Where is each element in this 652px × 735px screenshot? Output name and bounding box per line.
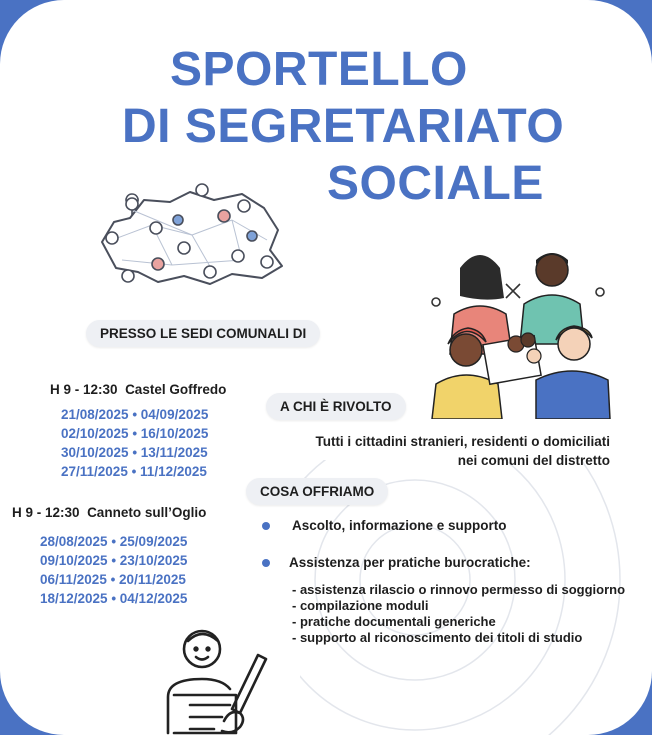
list-item: - assistenza rilascio o rinnovo permesso di soggiorno [292,582,626,597]
list-item: - compilazione moduli [292,598,429,613]
target-label: A CHI È RIVOLTO [266,393,406,420]
schedule-dates [40,532,187,608]
offer-bullet: Assistenza per pratiche burocratiche: [289,555,531,570]
schedule-dates [61,405,208,481]
list-item: - pratiche documentali generiche [292,614,496,629]
bullet-dot [262,559,270,567]
target-description: Tutti i cittadini stranieri, residenti o domiciliati nei comuni del distretto [315,434,610,468]
title-line-2: DI SEGRETARIATO [122,100,565,153]
date-row: 30/10/2025 • 13/11/2025 [61,445,208,460]
title-line-3: SOCIALE [327,157,544,210]
schedule-hour: H 9 - 12:30 Canneto sull’Oglio [12,505,207,520]
offer-bullet: Ascolto, informazione e supporto [292,518,507,533]
date-row: 09/10/2025 • 23/10/2025 [40,553,188,568]
list-item: - supporto al riconoscimento dei titoli di studio [292,630,583,645]
schedule-place: Castel Goffredo [125,382,227,397]
offer-sub-list [292,582,625,646]
date-row: 02/10/2025 • 16/10/2025 [61,426,209,441]
title-line-1: SPORTELLO [170,43,468,96]
date-row: 27/11/2025 • 11/12/2025 [61,464,207,479]
bullet-dot [262,522,270,530]
teamwork-illustration [424,244,614,419]
writing-person-icon [160,625,270,735]
map-icon [92,180,292,290]
date-row: 18/12/2025 • 04/12/2025 [40,591,188,606]
schedule-hour: H 9 - 12:30 Castel Goffredo [50,382,227,397]
date-row: 28/08/2025 • 25/09/2025 [40,534,188,549]
locations-label: PRESSO LE SEDI COMUNALI DI [86,320,320,347]
date-row: 21/08/2025 • 04/09/2025 [61,407,209,422]
schedule-place: Canneto sull’Oglio [87,505,207,520]
offer-label: COSA OFFRIAMO [246,478,388,505]
date-row: 06/11/2025 • 20/11/2025 [40,572,186,587]
